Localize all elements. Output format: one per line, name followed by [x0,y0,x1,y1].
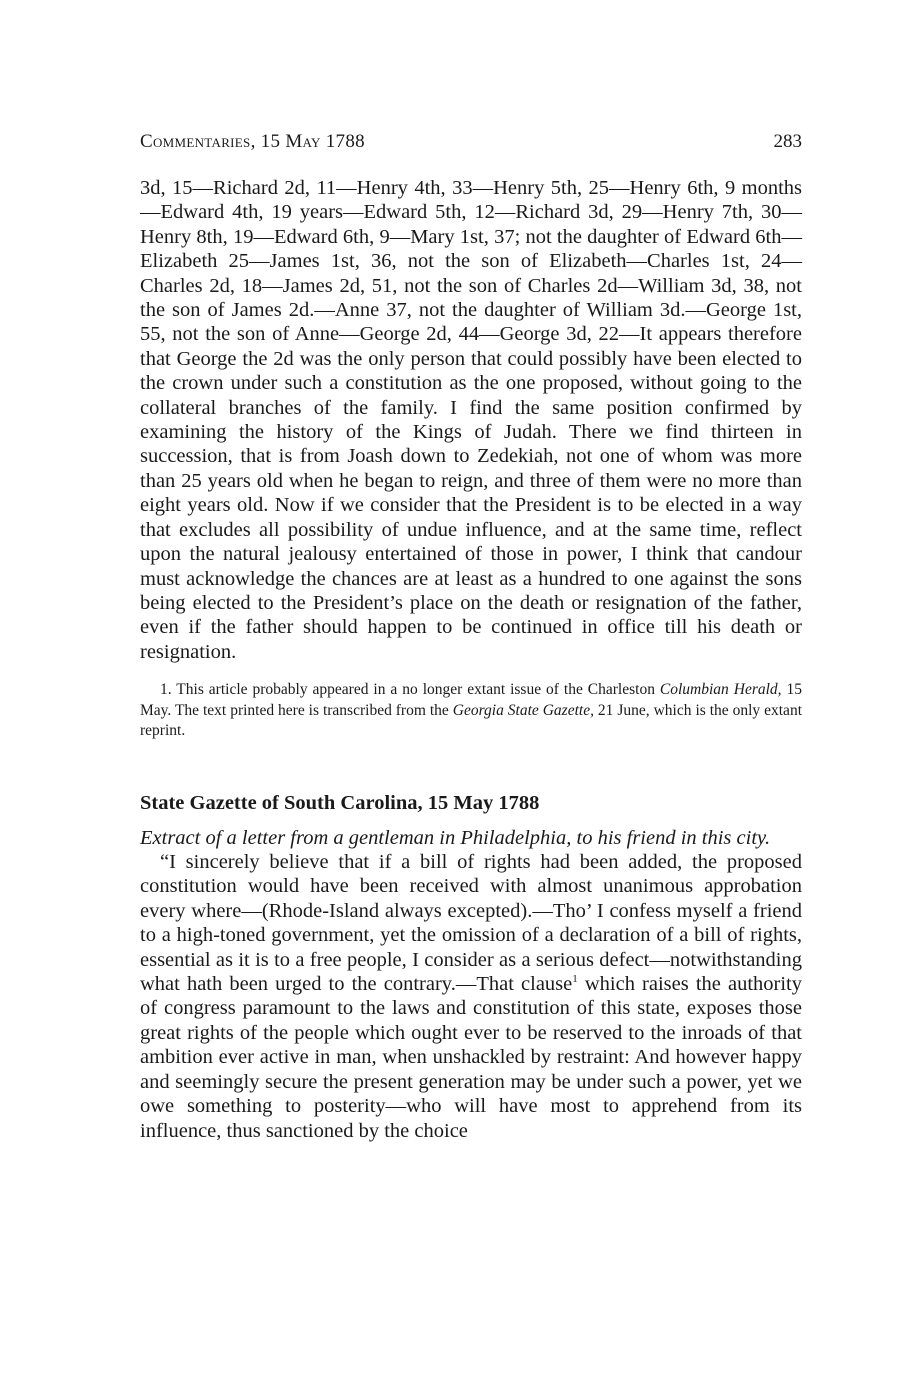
document-page [140,128,802,1143]
section-heading: State Gazette of South Carolina, 15 May 1788 [140,791,540,814]
running-head-title: Commentaries, 15 May 1788 [140,131,365,152]
footnote [140,680,802,742]
footnote-text-3: 21 June, which is the only extant reprint. [140,701,802,740]
extract-intro: Extract of a letter from a gentleman in Philadelphia, to his friend in this city. [140,826,771,849]
footnote-text-1: 1. This article probably appeared in a no longer extant issue of the Charleston [160,681,660,699]
footnote-text-2: 15 May. The text printed here is transcribed from the [140,681,802,719]
footnote-reference: 1 [572,973,578,986]
letter-text-1: “I sincerely believe that if a bill of rights had been added, the proposed constitution would have been received with almost unanimous approbation every where—(Rhode-Island always excepted).—Tho’ I confess myself a friend to a high-toned government, yet the omission of a declaration of a bill of rights, essential as it is to a free people, I consider as a serious defect—notwithstanding what hath been urged to the contrary.—That clause [140,851,802,996]
page-number: 283 [773,131,802,152]
running-head [140,128,802,156]
letter-text-2: which raises the authority of congress paramount to the laws and constitution of this state, exposes those great rights of the people which ought ever to be reserved to the inroads of that ambition ever active in man, when unshackled by restraint: And however happy and seemingly secure the present generation may be under such a power, yet we owe something to posterity—who will have most to apprehend from its influence, thus sanctioned by the choice [140,973,802,1142]
body-paragraph: 3d, 15—Richard 2d, 11—Henry 4th, 33—Henry 5th, 25—Henry 6th, 9 months—Edward 4th, 19 years—Edward 5th, 12—Richard 3d, 29—Henry 7th, 30—Henry 8th, 19—Edward 6th, 9—Mary 1st, 37; not the daughter of Edward 6th—Elizabeth 25—James 1st, 36, not the son of Elizabeth—Charles 1st, 24—Charles 2d, 18—James 2d, 51, not the son of Charles 2d—William 3d, 38, not the son of James 2d.—Anne 37, not the daughter of William 3d.—George 1st, 55, not the son of Anne—George 2d, 44—George 3d, 22—It appears therefore that George the 2d was the only person that could possibly have been elected to the crown under such a constitution as the one proposed, without going to the collateral branches of the family. I find the same position confirmed by examining the history of the Kings of Judah. There we find thirteen in succession, that is from Joash down to Zedekiah, not one of whom was more than 25 years old when he began to reign, and three of them were no more than eight years old. Now if we consider that the President is to be elected in a way that excludes all possibility of undue influence, and at the same time, reflect upon the natural jealousy entertained of those in power, I think that candour must acknowledge the chances are at least as a hundred to one against the sons being elected to the President’s place on the death or resignation of the father, even if the father should happen to be continued in office till his death or resignation. [140,177,802,663]
footnote-newspaper-2: Georgia State Gazette, [452,701,594,719]
letter-paragraph [140,850,802,1143]
footnote-newspaper-1: Columbian Herald, [659,681,782,699]
